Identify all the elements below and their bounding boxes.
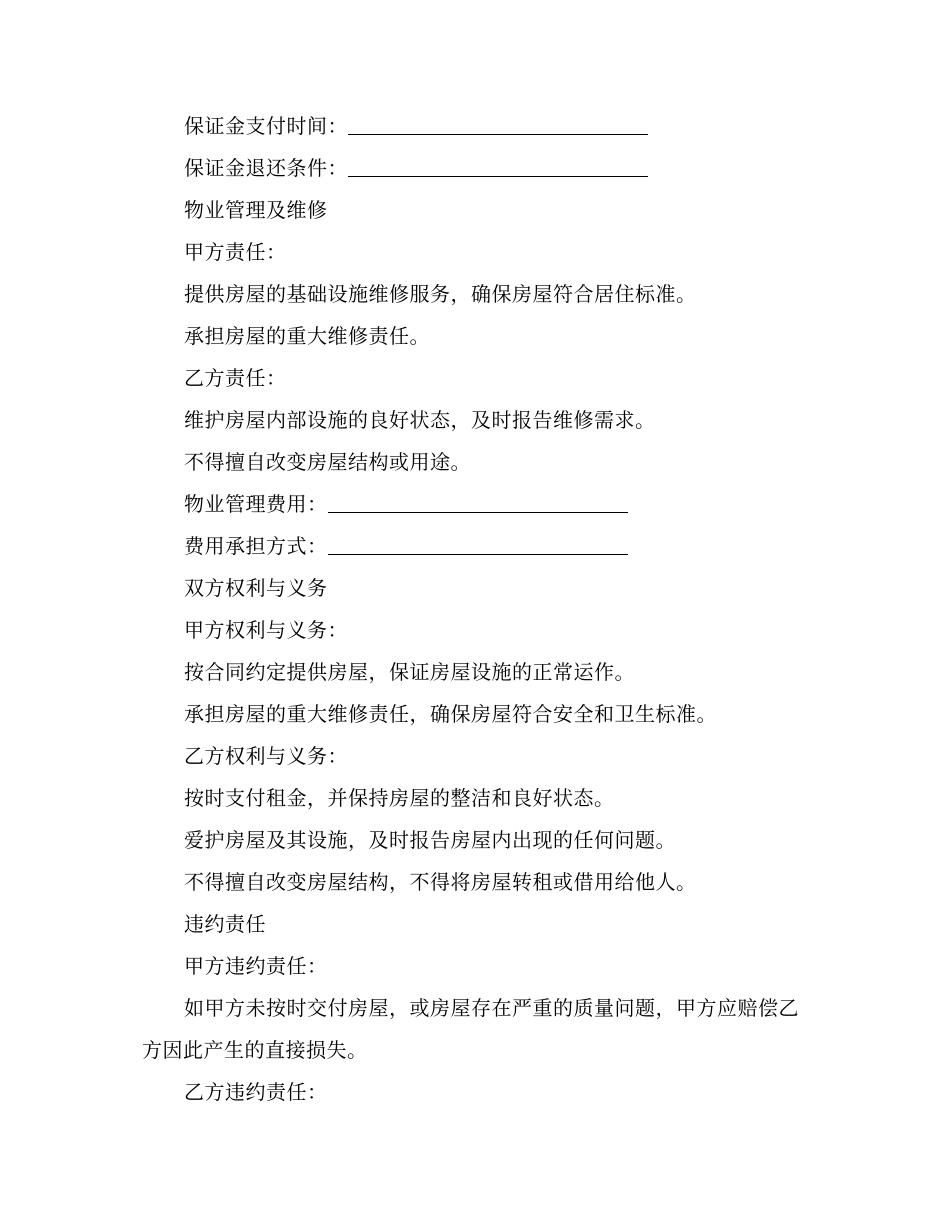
party-a-responsibility-heading: 甲方责任：	[184, 240, 287, 264]
fee-bearing-method-label: 费用承担方式：	[184, 534, 328, 558]
deposit-payment-time-blank	[348, 112, 648, 135]
property-fee-label: 物业管理费用：	[184, 492, 328, 516]
property-fee-line	[142, 483, 802, 525]
deposit-payment-time-line	[142, 105, 802, 147]
party-b-rights-item-1: 按时支付租金，并保持房屋的整洁和良好状态。	[184, 786, 615, 810]
party-a-rights-item-1: 按合同约定提供房屋，保证房屋设施的正常运作。	[184, 660, 635, 684]
party-b-breach-heading: 乙方违约责任：	[184, 1080, 328, 1104]
party-a-responsibility-item-1: 提供房屋的基础设施维修服务，确保房屋符合居住标准。	[184, 282, 697, 306]
deposit-refund-condition-blank	[348, 154, 648, 177]
party-b-responsibility-heading: 乙方责任：	[184, 366, 287, 390]
document-body	[142, 105, 802, 1113]
party-b-responsibility-item-1: 维护房屋内部设施的良好状态，及时报告维修需求。	[184, 408, 656, 432]
party-a-responsibility-item-2: 承担房屋的重大维修责任。	[184, 324, 430, 348]
party-b-responsibility-item-2: 不得擅自改变房屋结构或用途。	[184, 450, 471, 474]
party-a-breach-paragraph: 如甲方未按时交付房屋，或房屋存在严重的质量问题，甲方应赔偿乙方因此产生的直接损失。	[142, 996, 799, 1062]
fee-bearing-method-line	[142, 525, 802, 567]
section-heading-property-management: 物业管理及维修	[184, 198, 328, 222]
party-a-rights-heading: 甲方权利与义务：	[184, 618, 348, 642]
party-a-rights-item-2: 承担房屋的重大维修责任，确保房屋符合安全和卫生标准。	[184, 702, 717, 726]
section-heading-breach-liability: 违约责任	[184, 912, 266, 936]
section-heading-rights-obligations: 双方权利与义务	[184, 576, 328, 600]
deposit-refund-condition-line	[142, 147, 802, 189]
property-fee-blank	[328, 490, 628, 513]
deposit-refund-condition-label: 保证金退还条件：	[184, 156, 348, 180]
party-b-rights-heading: 乙方权利与义务：	[184, 744, 348, 768]
party-b-rights-item-3: 不得擅自改变房屋结构，不得将房屋转租或借用给他人。	[184, 870, 697, 894]
party-b-rights-item-2: 爱护房屋及其设施，及时报告房屋内出现的任何问题。	[184, 828, 676, 852]
party-a-breach-heading: 甲方违约责任：	[184, 954, 328, 978]
deposit-payment-time-label: 保证金支付时间：	[184, 114, 348, 138]
fee-bearing-method-blank	[328, 532, 628, 555]
